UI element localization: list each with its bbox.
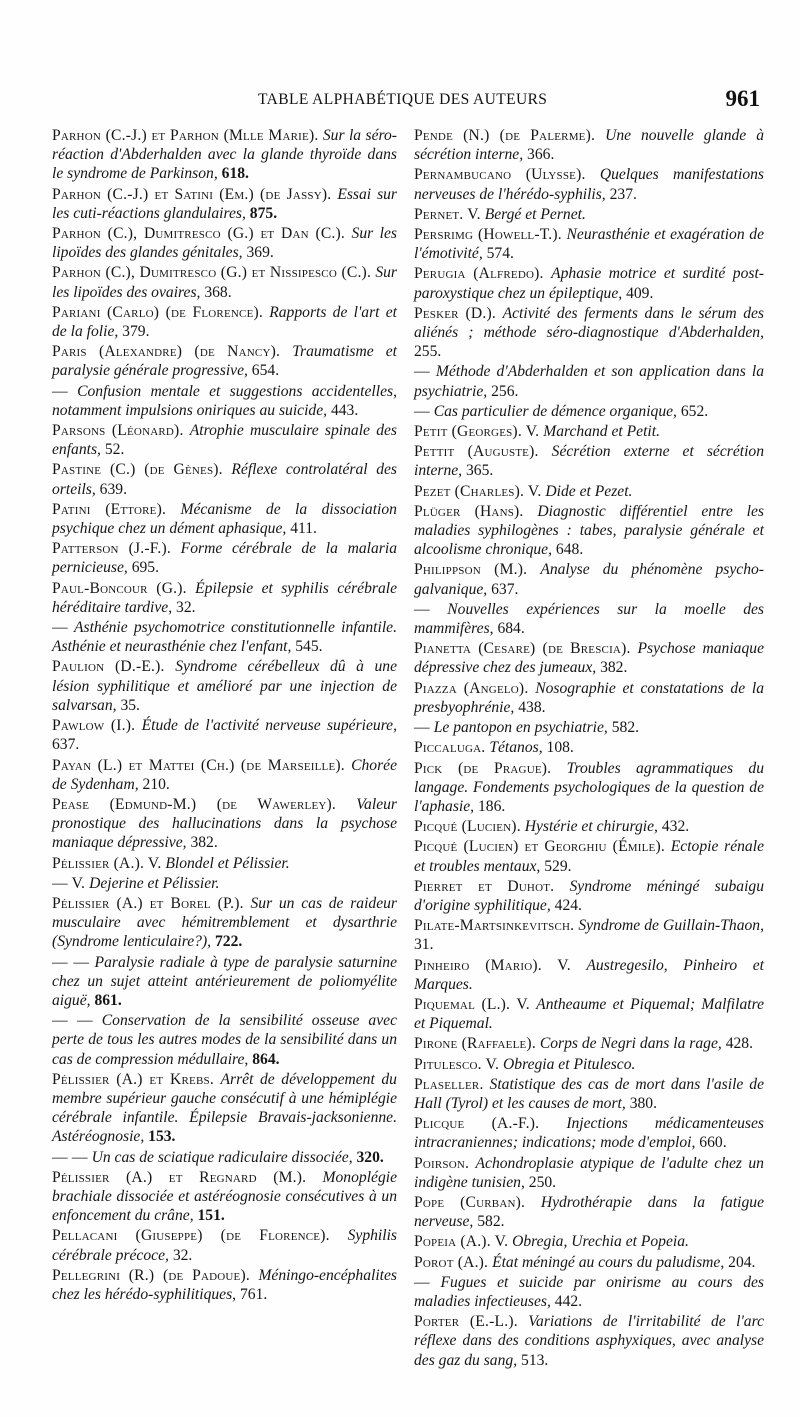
right-column [414,126,764,1371]
index-entry [52,657,397,715]
entry-author: — [414,1273,430,1291]
entry-title: Confusion mentale et suggestions accidentelles, notamment impulsions oniriques au suicide, [52,382,397,419]
index-entry [52,854,397,873]
entry-author: Pinheiro (Mario). V. [414,956,571,974]
entry-title: Syndrome de Guillain-Thaon, [578,917,764,935]
index-entry [414,877,764,915]
index-entry [414,442,764,480]
entry-title: Asthénie psychomotrice constitutionnelle infantile. Asthénie et neurasthénie chez l'enfant, [52,619,397,656]
entry-author: — [414,600,430,618]
entry-page-reference: 365. [465,462,494,480]
entry-title: Antheaume et Piquemal; Malfilatre et Piquemal. [414,995,764,1033]
entry-page-reference: 411. [290,520,317,538]
entry-title: Atrophie musculaire spinale des enfants, [52,422,397,459]
entry-page-reference: 654. [251,362,280,380]
entry-author: Philippson (M.). [414,561,528,579]
entry-title: Une nouvelle glande à sécrétion interne, [414,127,764,164]
index-entry [52,618,397,656]
index-entry [52,126,397,184]
entry-page-reference: 574. [486,245,514,263]
entry-author: Pernambucano (Ulysse). [414,166,586,184]
entry-page-reference: 108. [546,739,574,757]
entry-page-reference: 761. [239,1285,268,1303]
index-entry [414,126,764,164]
entry-title: Mécanisme de la dissociation psychique chez un dément aphasique, [52,500,397,538]
index-entry [52,1226,397,1264]
entry-author: Pick (de Prague). [414,759,552,777]
entry-title: Sur les lipoïdes des glandes génitales, [52,225,398,262]
entry-title: Nosographie et constatations de la presbyophrénie, [414,679,765,716]
entry-author: — [414,363,430,381]
entry-author: Paris (Alexandre) (de Nancy). [52,343,281,361]
entry-author: Pease (Edmund-M.) (de Wawerley). [52,795,337,813]
index-entry [414,304,764,362]
entry-title: Le pantopon en psychiatrie, [433,719,608,737]
index-entry [52,224,397,262]
entry-page-reference: 648. [555,541,584,559]
entry-page-reference: 255. [414,343,442,361]
entry-author: Pirone (Raffaele). [414,1035,536,1053]
entry-author: Picqué (Lucien) et Georghiu (Émile). [414,838,665,856]
entry-author: Pierret et Duhot. [414,877,555,895]
entry-title: Épilepsie et syphilis cérébrale héréditaire tardive, [52,579,398,616]
index-entry [52,894,397,952]
entry-page-reference: 442. [554,1292,583,1310]
index-entry [414,1273,764,1311]
entry-page-reference: 379. [122,323,150,341]
entry-page-reference: 52. [104,441,125,459]
entry-page-reference: 684. [497,620,525,638]
entry-author: Patterson (J.-F.). [52,540,171,558]
index-entry [52,795,397,853]
index-entry [414,1075,764,1113]
entry-author: Paul-Boncour (G.). [52,579,187,597]
index-entry [52,953,397,1011]
entry-page-reference: 864. [252,1050,280,1068]
index-entry [52,185,397,223]
index-entry [414,1232,764,1251]
index-entry [52,1011,397,1069]
running-head: TABLE ALPHABÉTIQUE DES AUTEURS [258,91,548,108]
entry-page-reference: 582. [611,719,640,737]
entry-title: Variations de l'irritabilité de l'arc réflexe dans des conditions asphyxiques, avec analyse des gaz du sang, [414,1313,764,1369]
entry-author: Parhon (C.-J.) et Satini (Em.) (de Jassy). [52,185,332,203]
entry-title: Statistique des cas de mort dans l'asile de Hall (Tyrol) et les causes de mort, [414,1075,764,1112]
entry-page-reference: 618. [221,165,249,183]
index-entry [52,1070,397,1147]
index-entry [414,718,764,737]
index-entry [52,716,397,754]
entry-title: Réflexe controlatéral des orteils, [52,461,397,498]
entry-author: — [414,402,430,420]
entry-title: Obregia, Urechia et Popeia. [512,1233,689,1251]
entry-title: Blondel et Pélissier. [165,854,290,872]
entry-author: Parhon (C.-J.) et Parhon (Mlle Marie). [52,127,319,144]
entry-title: Diagnostic différentiel entre les maladies syphilogènes : tabes, paralysie générale et alcoolisme chronique, [414,502,765,559]
entry-author: Parsons (Léonard). [52,422,184,440]
entry-page-reference: 382. [190,834,218,852]
entry-title: Traumatisme et paralysie générale progressive, [52,343,397,380]
index-entry [52,756,397,794]
entry-author: Piccaluga. [414,739,486,757]
entry-page-reference: 438. [518,698,546,716]
entry-title: Bergé et Pernet. [484,205,586,223]
entry-title: Chorée de Sydenham, [52,756,397,793]
entry-author: Piquemal (L.). V. [414,995,530,1013]
entry-author: — — [52,1012,93,1030]
index-entry [52,579,397,617]
left-column [52,126,397,1305]
entry-author: — V. [52,874,86,892]
index-entry [414,1154,764,1192]
index-entry [414,759,764,817]
index-entry [414,1312,764,1370]
index-entry [414,738,764,757]
entry-title: Psychose maniaque dépressive chez des jumeaux, [414,640,764,677]
entry-title: État méningé au cours du paludisme, [492,1253,725,1271]
entry-title: Achondroplasie atypique de l'adulte chez un indigène tunisien, [414,1154,764,1191]
index-entry [414,560,764,598]
entry-page-reference: 32. [172,1246,193,1264]
page-number: 961 [725,86,760,111]
entry-title: Paralysie radiale à type de paralysie saturnine chez un sujet atteint antérieurement de poliomyélite aiguë, [52,953,398,1009]
entry-title: Tétanos, [489,739,543,757]
entry-title: Sur un cas de raideur musculaire avec hémitremblement et dysarthrie (Syndrome lenticulaire?), [52,894,397,951]
entry-author: Porot (A.). [414,1253,489,1271]
index-entry [414,205,764,224]
index-entry [414,817,764,836]
entry-author: Piazza (Angelo). [414,679,529,697]
entry-author: Pende (N.) (de Palerme). [414,127,596,144]
entry-page-reference: 31. [414,936,434,954]
entry-page-reference: 250. [528,1173,557,1191]
entry-page-reference: 256. [491,382,519,400]
entry-page-reference: 652. [680,402,709,420]
entry-title: Méthode d'Abderhalden et son application dans la psychiatrie, [414,363,764,400]
entry-title: Injections médicamenteuses intracraniennes; indications; mode d'emploi, [414,1115,764,1152]
entry-page-reference: 513. [521,1351,549,1369]
entry-page-reference: 151. [197,1207,225,1225]
entry-page-reference: 382. [600,659,628,677]
entry-title: Nouvelles expériences sur la moelle des mammifères, [414,600,764,638]
entry-author: Pianetta (Cesare) (de Brescia). [414,640,631,658]
index-entry [414,165,764,203]
entry-title: Sur la séro-réaction d'Abderhalden avec la glande thyroïde dans le syndrome de Parkinson, [52,127,397,183]
entry-author: — — [52,953,90,971]
entry-page-reference: 237. [609,185,637,203]
entry-title: Marchand et Petit. [543,423,660,441]
entry-page-reference: 428. [725,1035,753,1053]
entry-title: Troubles agrammatiques du langage. Fondements psychologiques de la question de l'aphasie, [414,759,765,815]
index-entry [52,1148,397,1167]
index-entry [414,679,764,717]
entry-page-reference: 861. [94,991,122,1009]
entry-page-reference: 380. [629,1094,657,1112]
entry-page-reference: 409. [626,284,654,302]
entry-page-reference: 695. [131,559,159,577]
entry-title: Neurasthénie et exagération de l'émotivité, [414,226,764,263]
entry-page-reference: 186. [477,797,506,815]
entry-title: Valeur pronostique des hallucinations dans la psychose maniaque dépressive, [52,795,397,852]
entry-author: Pélissier (A.) et Krebs. [52,1070,214,1088]
entry-title: Analyse du phénomène psycho-galvanique, [414,561,764,598]
entry-title: Fugues et suicide par onirisme au cours des maladies infectieuses, [414,1273,764,1310]
entry-title: Quelques manifestations nerveuses de l'hérédo-syphilis, [414,166,764,203]
entry-page-reference: 369. [246,244,274,262]
entry-page-reference: 366. [527,146,555,164]
entry-author: Pawlow (I.). [52,717,136,735]
entry-author: Pernet. V. [414,205,481,223]
entry-author: Plaseller. [414,1075,484,1093]
entry-title: Dide et Pezet. [545,482,633,500]
index-entry [414,1253,764,1272]
entry-author: Parhon (C.), Dumitresco (G.) et Dan (C.). [52,225,346,243]
entry-author: — [52,382,68,400]
index-entry [52,421,397,459]
entry-author: Patini (Ettore). [52,500,167,518]
entry-page-reference: 582. [477,1213,505,1231]
entry-author: Pettit (Auguste). [414,443,539,461]
entry-title: Essai sur les cuti-réactions glandulaires, [52,185,397,222]
index-entry [414,422,764,441]
entry-author: Paulion (D.-E.). [52,658,165,676]
entry-title: Sécrétion externe et sécrétion interne, [414,443,765,480]
entry-author: Picqué (Lucien). [414,818,521,836]
entry-author: Popeia (A.). V. [414,1233,509,1251]
index-entry [52,1168,397,1226]
entry-title: Conservation de la sensibilité osseuse avec perte de tous les autres modes de la sensibilité dans un cas de compression médullaire, [52,1012,397,1068]
entry-page-reference: 153. [148,1128,176,1146]
index-entry [52,874,397,893]
entry-page-reference: 424. [554,896,582,914]
index-entry [414,482,764,501]
entry-title: Syndrome méningé subaigu d'origine syphilitique, [414,877,765,914]
entry-author: Perugia (Alfredo). [414,265,544,283]
index-entry [414,1034,764,1053]
entry-author: Petit (Georges). V. [414,423,540,441]
entry-author: Pesker (D.). [414,304,496,322]
entry-title: Activité des ferments dans le sérum des aliénés ; méthode séro-diagnostique d'Abderhalden, [414,304,764,342]
entry-author: Pastine (C.) (de Gènes). [52,461,223,479]
entry-page-reference: 35. [120,696,140,714]
entry-page-reference: 443. [330,401,359,419]
entry-title: Hydrothérapie dans la fatigue nerveuse, [414,1193,765,1231]
entry-author: Pitulesco. V. [414,1055,500,1073]
entry-author: Poirson. [414,1154,470,1172]
entry-author: Payan (L.) et Mattei (Ch.) (de Marseille). [52,756,345,774]
entry-title: Obregia et Pitulesco. [503,1055,636,1073]
index-entry [52,342,397,380]
entry-page-reference: 660. [699,1134,727,1152]
index-entry [52,382,397,420]
entry-page-reference: 32. [176,598,196,616]
entry-author: Porter (E.-L.). [414,1313,518,1331]
entry-page-reference: 545. [295,638,323,656]
entry-title: Cas particulier de démence organique, [433,402,677,420]
index-entry [52,460,397,498]
entry-page-reference: 639. [99,480,127,498]
index-entry [52,263,397,301]
index-entry [414,225,764,263]
entry-author: Plüger (Hans). [414,502,524,520]
index-entry [414,402,764,421]
entry-author: — [52,619,68,637]
index-entry [414,995,764,1033]
entry-title: Sur les lipoïdes des ovaires, [52,264,397,301]
index-entry [414,1114,764,1152]
entry-title: Monoplégie brachiale dissociée et astéréognosie consécutives à un enfoncement du crâne, [52,1168,397,1225]
entry-title: Forme cérébrale de la malaria pernicieuse, [52,540,397,577]
entry-page-reference: 637. [491,580,519,598]
index-entry [52,500,397,538]
entry-title: Arrêt de développement du membre supérieur gauche consécutif à une hémiplégie cérébrale infantile. Épilepsie Bravais-jacksonienne. Astéréognosie, [52,1070,397,1146]
index-entry [414,639,764,677]
entry-title: Aphasie motrice et surdité post-paroxystique chez un épileptique, [414,265,764,302]
entry-author: Pezet (Charles). V. [414,482,542,500]
entry-title: Austregesilo, Pinheiro et Marques. [414,956,764,993]
entry-title: Dejerine et Pélissier. [89,874,220,892]
index-entry [414,916,764,954]
entry-page-reference: 722. [214,933,243,951]
entry-author: Persrimg (Howell-T.). [414,226,562,244]
entry-author: — — [52,1148,88,1166]
index-entry [52,1266,397,1304]
entry-page-reference: 529. [544,857,572,875]
index-entry [414,600,764,638]
index-entry [414,362,764,400]
entry-page-reference: 320. [356,1148,384,1166]
index-entry [414,956,764,994]
entry-title: Hystérie et chirurgie, [524,818,658,836]
index-entry [414,502,764,560]
entry-page-reference: 637. [52,736,80,754]
entry-author: Pellegrini (R.) (de Padoue). [52,1266,250,1284]
entry-title: Syndrome cérébelleux dû à une lésion syphilitique et amélioré par une injection de salvarsan, [52,658,397,714]
entry-title: Corps de Negri dans la rage, [539,1035,722,1053]
entry-page-reference: 210. [142,775,170,793]
entry-author: Pélissier (A.) et Regnard (M.). [52,1168,307,1186]
entry-author: Pilate-Martsinkevitsch. [414,917,575,935]
index-entry [414,837,764,875]
entry-page-reference: 432. [661,818,690,836]
entry-title: Un cas de sciatique radiculaire dissociée, [91,1148,353,1166]
entry-author: Pope (Curban). [414,1193,526,1211]
entry-title: Méningo-encéphalites chez les hérédo-syphilitiques, [52,1266,397,1303]
entry-page-reference: 204. [728,1253,756,1271]
entry-title: Ectopie rénale et troubles mentaux, [414,838,764,875]
index-entry [414,264,764,302]
entry-author: Pélissier (A.) et Borel (P.). [52,894,244,912]
entry-author: Pélissier (A.). V. [52,854,162,872]
entry-page-reference: 368. [204,283,232,301]
entry-title: Étude de l'activité nerveuse supérieure, [141,717,397,735]
entry-title: Rapports de l'art et de la folie, [52,303,397,341]
entry-page-reference: 875. [249,204,278,222]
index-entry [52,303,397,341]
entry-author: Parhon (C.), Dumitresco (G.) et Nissipesco (C.). [52,264,372,282]
index-entry [414,1055,764,1074]
entry-author: Pariani (Carlo) (de Florence). [52,303,263,321]
entry-author: — [414,719,430,737]
index-entry [414,1193,764,1231]
index-entry [52,539,397,577]
entry-author: Pellacani (Giuseppe) (de Florence). [52,1227,330,1245]
entry-author: Plicque (A.-F.). [414,1115,540,1133]
entry-title: Syphilis cérébrale précoce, [52,1227,397,1264]
